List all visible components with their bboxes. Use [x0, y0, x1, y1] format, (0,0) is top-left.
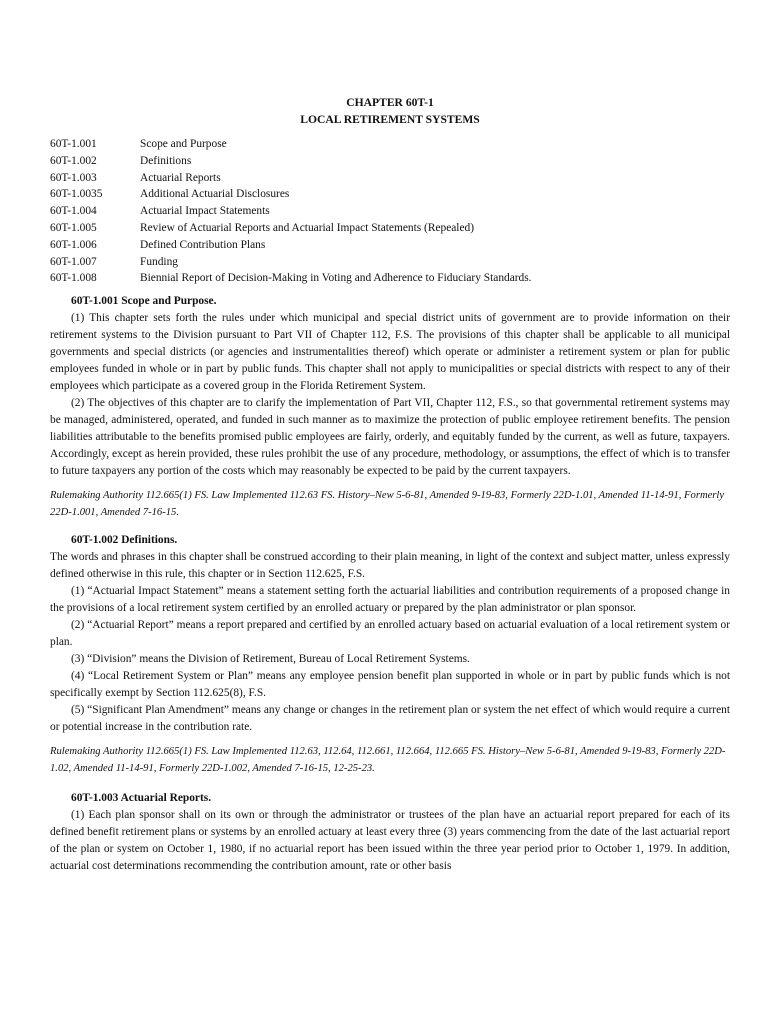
toc-rule-title: Review of Actuarial Reports and Actuarial Impact Statements (Repealed) [140, 221, 475, 234]
toc-rule-title: Funding [140, 255, 178, 268]
section-60t-1-003 [50, 790, 730, 875]
section-title: 60T-1.002 Definitions. [71, 534, 178, 547]
section-60t-1-001 [50, 293, 730, 521]
toc-rule-title: Defined Contribution Plans [140, 238, 266, 251]
rulemaking-history: Rulemaking Authority 112.665(1) FS. Law Implemented 112.63, 112.64, 112.661, 112.664, 112.665 FS. History–New 5-6-81, Amended 9-19-83, Formerly 22D-1.02, Amended 11-14-91, Formerly 22D-1.002, Amended 7-16-15, 12-25-23. [50, 746, 726, 775]
paragraph: (2) “Actuarial Report” means a report prepared and certified by an enrolled actuary based on actuarial evaluation of a local retirement system or plan. [50, 619, 730, 649]
toc-rule-title: Definitions [140, 154, 192, 167]
toc-rule-title: Actuarial Reports [140, 171, 221, 184]
toc-rule-number: 60T-1.007 [50, 255, 97, 268]
paragraph: (2) The objectives of this chapter are to clarify the implementation of Part VII, Chapter 112, F.S., so that governmental retirement systems may be managed, administered, operated, and funded in such manner as to maximize the protection of public employee retirement benefits. The pension liabilities attributable to the benefits promised public employees are fairly, orderly, and equitably funded by the current, as well as future, taxpayers. Accordingly, except as herein provided, these rules prohibit the use of any procedure, methodology, or assumptions, the effect of which is to transfer to future taxpayers any portion of the costs which may reasonably be expected to be paid by the current taxpayers. [50, 397, 730, 478]
toc-rule-title: Additional Actuarial Disclosures [140, 188, 290, 201]
paragraph: (4) “Local Retirement System or Plan” means any employee pension benefit plan supported in whole or in part by public funds which is not specifically exempt by Section 112.625(8), F.S. [50, 670, 730, 700]
toc-rule-number: 60T-1.006 [50, 238, 97, 251]
section-60t-1-002 [50, 532, 730, 777]
chapter-heading [50, 94, 730, 128]
rulemaking-history: Rulemaking Authority 112.665(1) FS. Law Implemented 112.63 FS. History–New 5-6-81, Amended 9-19-83, Formerly 22D-1.01, Amended 11-14-91, Formerly 22D-1.001, Amended 7-16-15. [50, 490, 725, 519]
document-page [50, 94, 730, 875]
toc-row [50, 136, 532, 153]
paragraph: (1) This chapter sets forth the rules under which municipal and special district units of government are to provide information on their retirement systems to the Division pursuant to Part VII of Chapter 112, F.S. The provisions of this chapter shall be applicable to all municipal governments and special districts (or agencies and instrumentalities thereof) which operate or administer a retirement system or plan for public employees funded in whole or in part by public funds. This chapter shall not apply to municipalities or special districts with respect to any of their employees which participate as a covered group in the Florida Retirement System. [50, 312, 730, 393]
toc-rule-number: 60T-1.004 [50, 205, 97, 218]
paragraph: (3) “Division” means the Division of Retirement, Bureau of Local Retirement Systems. [71, 653, 470, 666]
chapter-title: LOCAL RETIREMENT SYSTEMS [300, 113, 480, 126]
toc-row [50, 170, 532, 187]
paragraph: (1) “Actuarial Impact Statement” means a statement setting forth the actuarial liabilities and contribution requirements of a proposed change in the provisions of a local retirement system certified by an enrolled actuary or prepared by the plan administrator or plan sponsor. [50, 585, 730, 615]
toc-row [50, 186, 532, 203]
table-of-contents [50, 136, 532, 287]
toc-row [50, 237, 532, 254]
toc-rule-title: Actuarial Impact Statements [140, 205, 270, 218]
toc-rule-number: 60T-1.005 [50, 221, 97, 234]
toc-rule-number: 60T-1.008 [50, 272, 97, 285]
paragraph: (5) “Significant Plan Amendment” means any change or changes in the retirement plan or system the net effect of which would require a current or potential increase in the contribution rate. [50, 704, 730, 734]
toc-rule-title: Scope and Purpose [140, 138, 227, 150]
section-title: 60T-1.001 Scope and Purpose. [71, 295, 217, 308]
paragraph: (1) Each plan sponsor shall on its own or through the administrator or trustees of the plan have an actuarial report prepared for each of its defined benefit retirement plans or systems by an enrolled actuary at least every three (3) years commencing from the date of the last actuarial report of the plan or system on October 1, 1980, if no actuarial report has been issued within the three year period prior to October 1, 1979. In addition, actuarial cost determinations recommending the contribution amount, rate or other basis [50, 809, 730, 873]
paragraph: The words and phrases in this chapter shall be construed according to their plain meaning, in light of the context and subject matter, unless expressly defined otherwise in this rule, this chapter or in Section 112.625, F.S. [50, 551, 730, 581]
toc-rule-number: 60T-1.002 [50, 154, 97, 167]
toc-rule-number: 60T-1.003 [50, 171, 97, 184]
toc-row [50, 153, 532, 170]
toc-row [50, 203, 532, 220]
toc-row [50, 270, 532, 287]
chapter-number: CHAPTER 60T-1 [346, 96, 434, 109]
toc-rule-number: 60T-1.001 [50, 138, 97, 150]
toc-rule-title: Biennial Report of Decision-Making in Voting and Adherence to Fiduciary Standards. [140, 272, 532, 285]
toc-rule-number: 60T-1.0035 [50, 188, 103, 201]
toc-row [50, 220, 532, 237]
toc-row [50, 254, 532, 271]
section-title: 60T-1.003 Actuarial Reports. [71, 792, 212, 805]
